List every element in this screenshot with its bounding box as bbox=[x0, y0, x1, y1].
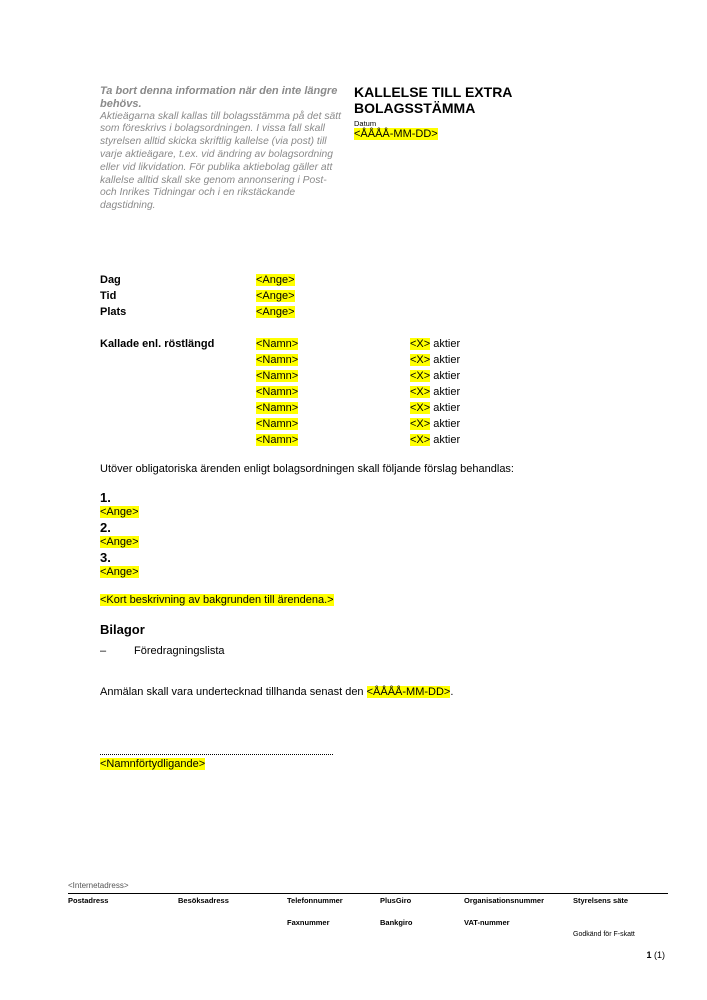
footer-plusgiro: PlusGiro bbox=[380, 896, 412, 905]
voter-shares-unit: aktier bbox=[433, 418, 461, 430]
voter-shares-unit: aktier bbox=[433, 370, 461, 382]
bilagor-dash: – bbox=[100, 645, 107, 657]
footer-fax: Faxnummer bbox=[287, 918, 330, 927]
document-title: KALLELSE TILL EXTRA BOLAGSSTÄMMA bbox=[354, 84, 512, 116]
voter-shares-value[interactable]: <X> bbox=[410, 434, 431, 446]
footer-vat: VAT-nummer bbox=[464, 918, 510, 927]
bilagor-item: Föredragningslista bbox=[134, 645, 225, 657]
info-note-body: Aktieägarna skall kallas till bolagsstämma på det sätt som föreskrivs i bolagsordningen. I vissa fall skall styrelsen alltid skicka skriftlig kallelse (via post) till varje aktieägare, t.ex. vid ändring av bolagsordning eller vid likvidation. För publika aktiebolag gäller att kallelse alltid skall ske genom annonsering i Post- och Inrikes Tidningar och i en rikstäckande dagstidning. bbox=[100, 110, 341, 212]
voter-shares-unit: aktier bbox=[433, 338, 461, 350]
info-note bbox=[100, 85, 345, 213]
proposal-number: 1. bbox=[100, 490, 111, 505]
proposal-number: 2. bbox=[100, 520, 111, 535]
voter-shares bbox=[410, 386, 460, 398]
deadline-end: . bbox=[450, 686, 454, 698]
deadline-sentence bbox=[100, 686, 453, 698]
voter-name[interactable]: <Namn> bbox=[256, 418, 299, 430]
page-total: (1) bbox=[654, 950, 665, 960]
voter-shares-value[interactable]: <X> bbox=[410, 386, 431, 398]
dag-label: Dag bbox=[100, 274, 121, 286]
info-note-title: Ta bort denna information när den inte längre behövs. bbox=[100, 85, 338, 110]
voter-name[interactable]: <Namn> bbox=[256, 370, 299, 382]
voter-shares bbox=[410, 354, 460, 366]
proposal-text[interactable]: <Ange> bbox=[100, 506, 139, 518]
footer-orgnr: Organisationsnummer bbox=[464, 896, 545, 905]
footer-besoksadress: Besöksadress bbox=[178, 896, 229, 905]
voter-shares-value[interactable]: <X> bbox=[410, 338, 431, 350]
voter-shares-value[interactable]: <X> bbox=[410, 402, 431, 414]
tid-value[interactable]: <Ange> bbox=[256, 290, 295, 302]
bilagor-heading: Bilagor bbox=[100, 622, 145, 637]
voter-row bbox=[256, 402, 298, 414]
footer-fskatt: Godkänd för F-skatt bbox=[573, 931, 635, 938]
page-number bbox=[646, 950, 665, 960]
voter-shares-value[interactable]: <X> bbox=[410, 354, 431, 366]
deadline-text: Anmälan skall vara undertecknad tillhanda senast den bbox=[100, 686, 364, 698]
deadline-date[interactable]: <ÅÅÅÅ-MM-DD> bbox=[366, 686, 451, 698]
background-description[interactable]: <Kort beskrivning av bakgrunden till ärendena.> bbox=[100, 594, 334, 606]
voter-name[interactable]: <Namn> bbox=[256, 402, 299, 414]
voter-shares-value[interactable]: <X> bbox=[410, 418, 431, 430]
voter-row bbox=[256, 338, 298, 350]
footer-sate: Styrelsens säte bbox=[573, 896, 629, 905]
voter-name[interactable]: <Namn> bbox=[256, 338, 299, 350]
date-value[interactable]: <ÅÅÅÅ-MM-DD> bbox=[354, 128, 438, 140]
footer-url[interactable]: <Internetadress> bbox=[68, 881, 129, 890]
page-current: 1 bbox=[646, 950, 652, 960]
proposals-intro: Utöver obligatoriska ärenden enligt bolagsordningen skall följande förslag behandlas: bbox=[100, 463, 514, 475]
dag-value[interactable]: <Ange> bbox=[256, 274, 295, 286]
voter-row bbox=[256, 386, 298, 398]
voter-shares bbox=[410, 418, 460, 430]
voter-row bbox=[256, 354, 298, 366]
proposal-text[interactable]: <Ange> bbox=[100, 536, 139, 548]
voter-name[interactable]: <Namn> bbox=[256, 354, 299, 366]
footer-divider bbox=[68, 893, 668, 894]
date-label: Datum bbox=[354, 119, 377, 128]
voter-row bbox=[256, 418, 298, 430]
voter-shares-value[interactable]: <X> bbox=[410, 370, 431, 382]
voter-shares bbox=[410, 370, 460, 382]
proposal-number: 3. bbox=[100, 550, 111, 565]
proposal-text[interactable]: <Ange> bbox=[100, 566, 139, 578]
voter-row bbox=[256, 434, 298, 446]
footer-bankgiro: Bankgiro bbox=[380, 918, 413, 927]
voter-shares-unit: aktier bbox=[433, 434, 461, 446]
voter-name[interactable]: <Namn> bbox=[256, 434, 299, 446]
voter-row bbox=[256, 370, 298, 382]
plats-label: Plats bbox=[100, 306, 127, 318]
voter-shares bbox=[410, 338, 460, 350]
voter-shares bbox=[410, 434, 460, 446]
voter-shares-unit: aktier bbox=[433, 354, 461, 366]
voter-name[interactable]: <Namn> bbox=[256, 386, 299, 398]
signature-line bbox=[100, 754, 333, 755]
voter-shares-unit: aktier bbox=[433, 386, 461, 398]
voters-label: Kallade enl. röstlängd bbox=[100, 338, 215, 350]
voter-shares-unit: aktier bbox=[433, 402, 461, 414]
signature-name[interactable]: <Namnförtydligande> bbox=[100, 758, 206, 770]
tid-label: Tid bbox=[100, 290, 117, 302]
footer-telefon: Telefonnummer bbox=[287, 896, 343, 905]
plats-value[interactable]: <Ange> bbox=[256, 306, 295, 318]
footer-postadress: Postadress bbox=[68, 896, 109, 905]
voter-shares bbox=[410, 402, 460, 414]
